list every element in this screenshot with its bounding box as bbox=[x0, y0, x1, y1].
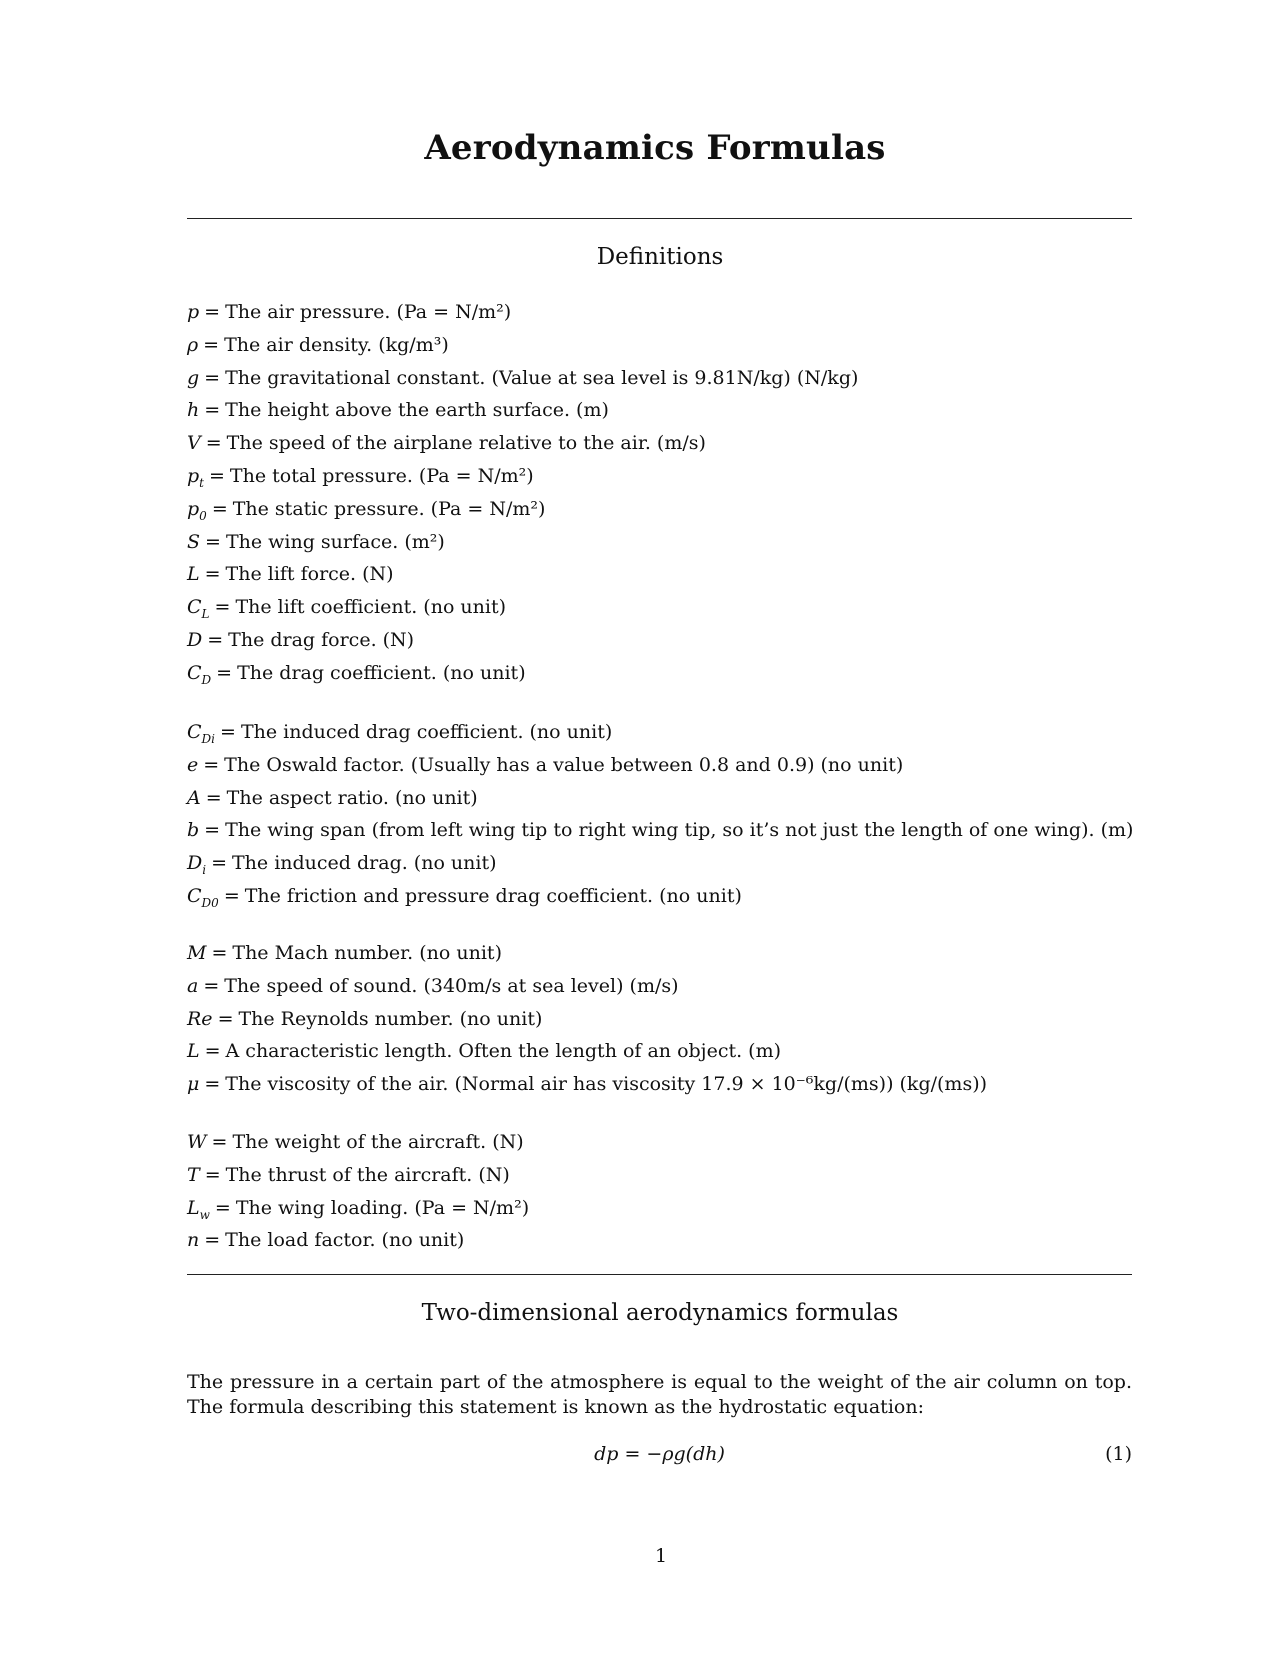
equals-sign: = bbox=[203, 753, 220, 776]
symbol-subscript: i bbox=[202, 862, 207, 877]
definition-symbol bbox=[187, 367, 199, 389]
page-title: Aerodynamics Formulas bbox=[424, 128, 886, 168]
equals-sign: = bbox=[205, 530, 221, 553]
definition-row bbox=[187, 1072, 987, 1096]
two-dim-heading: Two-dimensional aerodynamics formulas bbox=[421, 1300, 899, 1326]
equals-sign: = bbox=[204, 819, 221, 842]
definition-row bbox=[187, 628, 414, 652]
definition-symbol bbox=[187, 819, 199, 841]
definition-row bbox=[187, 431, 706, 455]
symbol-main: C bbox=[187, 721, 202, 743]
symbol-main: p bbox=[187, 497, 200, 520]
definition-description: A characteristic length. Often the length of an object. (m) bbox=[225, 1040, 782, 1063]
symbol-subscript: L bbox=[201, 606, 210, 621]
equals-sign: = bbox=[203, 333, 220, 356]
definition-row bbox=[187, 818, 1133, 842]
definition-row bbox=[187, 941, 502, 965]
definition-description: The wing loading. (Pa = N/m²) bbox=[235, 1196, 530, 1219]
definition-description: The aspect ratio. (no unit) bbox=[226, 786, 478, 809]
symbol-main: L bbox=[187, 1040, 200, 1063]
symbol-subscript: D0 bbox=[201, 895, 219, 910]
definition-row bbox=[187, 595, 506, 626]
definition-symbol bbox=[187, 301, 199, 323]
definition-description: The induced drag. (no unit) bbox=[232, 852, 497, 875]
symbol-main: μ bbox=[187, 1073, 200, 1096]
definition-row bbox=[187, 530, 445, 554]
symbol-main: n bbox=[187, 1229, 200, 1252]
definition-description: The static pressure. (Pa = N/m²) bbox=[232, 497, 546, 520]
symbol-main: L bbox=[187, 563, 200, 586]
definition-row bbox=[187, 497, 545, 528]
definition-symbol bbox=[187, 1196, 210, 1222]
definition-symbol bbox=[187, 885, 219, 910]
definition-description: The total pressure. (Pa = N/m²) bbox=[229, 465, 534, 487]
definition-symbol bbox=[187, 497, 207, 523]
definition-symbol bbox=[187, 661, 212, 687]
symbol-main: D bbox=[187, 629, 203, 651]
equation-number: (1) bbox=[1105, 1443, 1132, 1465]
equals-sign: = bbox=[204, 1163, 221, 1186]
symbol-main: C bbox=[187, 661, 202, 684]
equals-sign: = bbox=[204, 399, 221, 422]
definition-symbol bbox=[187, 432, 201, 454]
equals-sign: = bbox=[214, 596, 231, 619]
symbol-subscript: D bbox=[201, 672, 212, 687]
symbol-main: W bbox=[187, 1131, 207, 1153]
definition-row bbox=[187, 333, 449, 357]
equals-sign: = bbox=[217, 1007, 234, 1030]
symbol-main: C bbox=[187, 885, 202, 907]
definition-symbol bbox=[187, 1131, 207, 1153]
definition-description: The wing surface. (m²) bbox=[225, 530, 445, 553]
definition-symbol bbox=[187, 563, 200, 585]
symbol-main: Re bbox=[187, 1007, 213, 1030]
equals-sign: = bbox=[203, 974, 220, 997]
symbol-subscript: t bbox=[199, 475, 204, 490]
equals-sign: = bbox=[220, 721, 236, 743]
definition-description: The Mach number. (no unit) bbox=[232, 942, 502, 964]
equation-formula: dp = −ρg(dh) bbox=[594, 1443, 725, 1465]
definition-description: The air density. (kg/m³) bbox=[224, 333, 449, 356]
definition-row bbox=[187, 851, 497, 882]
definition-description: The gravitational constant. (Value at sea level is 9.81N/kg) (N/kg) bbox=[225, 366, 859, 389]
definition-row bbox=[187, 753, 903, 777]
definition-symbol bbox=[187, 629, 202, 651]
definition-symbol bbox=[187, 975, 198, 997]
definition-description: The height above the earth surface. (m) bbox=[225, 399, 609, 422]
symbol-main: ρ bbox=[187, 333, 199, 356]
equals-sign: = bbox=[216, 661, 233, 684]
definition-symbol bbox=[187, 1164, 200, 1186]
definition-row bbox=[187, 884, 742, 915]
equals-sign: = bbox=[204, 1040, 221, 1063]
definition-symbol bbox=[187, 1040, 200, 1062]
definition-row bbox=[187, 562, 394, 586]
definition-symbol bbox=[187, 754, 198, 776]
symbol-main: C bbox=[187, 596, 202, 619]
definition-description: The lift coefficient. (no unit) bbox=[235, 596, 507, 619]
symbol-main: h bbox=[187, 399, 200, 422]
definition-description: The drag force. (N) bbox=[228, 629, 415, 651]
definition-row bbox=[187, 1228, 464, 1252]
symbol-subscript: 0 bbox=[199, 508, 207, 523]
symbol-main: M bbox=[187, 942, 207, 964]
equals-sign: = bbox=[211, 852, 227, 875]
definition-symbol bbox=[187, 596, 210, 621]
symbol-main: D bbox=[187, 852, 203, 875]
definition-description: The viscosity of the air. (Normal air has viscosity 17.9 × 10⁻⁶kg/(ms)) (kg/(ms)) bbox=[225, 1073, 988, 1096]
definition-symbol bbox=[187, 1008, 213, 1030]
hydrostatic-paragraph: The pressure in a certain part of the atmosphere is equal to the weight of the air column on top. The formula describing this statement is known as the hydrostatic equation: bbox=[187, 1371, 1132, 1418]
definition-row bbox=[187, 366, 858, 390]
definition-row bbox=[187, 974, 679, 998]
symbol-main: A bbox=[187, 786, 201, 809]
definition-symbol bbox=[187, 787, 201, 809]
symbol-main: p bbox=[187, 465, 200, 487]
equals-sign: = bbox=[205, 786, 222, 809]
symbol-main: T bbox=[187, 1163, 200, 1186]
symbol-main: L bbox=[187, 1196, 200, 1219]
equals-sign: = bbox=[209, 465, 225, 487]
definition-row bbox=[187, 1007, 542, 1031]
definition-description: The drag coefficient. (no unit) bbox=[237, 661, 526, 684]
symbol-main: b bbox=[187, 819, 200, 842]
definition-description: The speed of the airplane relative to the air. (m/s) bbox=[226, 432, 706, 455]
equals-sign: = bbox=[204, 1229, 221, 1252]
definition-row bbox=[187, 398, 609, 422]
symbol-main: a bbox=[187, 974, 199, 997]
symbol-main: g bbox=[187, 366, 200, 389]
definition-symbol bbox=[187, 334, 198, 356]
definition-description: The friction and pressure drag coefficient. (no unit) bbox=[244, 885, 742, 907]
definitions-heading: Definitions bbox=[596, 244, 724, 270]
definition-row bbox=[187, 1196, 529, 1227]
definition-description: The induced drag coefficient. (no unit) bbox=[240, 721, 613, 743]
symbol-main: p bbox=[187, 301, 200, 323]
definition-row bbox=[187, 1163, 510, 1187]
definition-row bbox=[187, 1130, 524, 1154]
symbol-main: V bbox=[187, 432, 201, 455]
definition-row bbox=[187, 464, 534, 495]
equals-sign: = bbox=[207, 629, 224, 651]
equals-sign: = bbox=[211, 1131, 228, 1153]
definition-row bbox=[187, 1039, 781, 1063]
definition-description: The thrust of the aircraft. (N) bbox=[225, 1163, 510, 1186]
equals-sign: = bbox=[204, 1073, 221, 1096]
definition-row bbox=[187, 786, 478, 810]
definition-symbol bbox=[187, 1229, 199, 1251]
definition-symbol bbox=[187, 1073, 199, 1095]
definition-row bbox=[187, 300, 511, 324]
symbol-subscript: w bbox=[199, 1207, 210, 1222]
definition-description: The weight of the aircraft. (N) bbox=[232, 1131, 524, 1153]
equals-sign: = bbox=[205, 432, 222, 455]
definition-description: The load factor. (no unit) bbox=[225, 1229, 465, 1252]
symbol-main: S bbox=[187, 530, 201, 553]
definition-description: The lift force. (N) bbox=[225, 563, 394, 586]
equals-sign: = bbox=[223, 885, 240, 907]
equals-sign: = bbox=[204, 563, 221, 586]
definition-symbol bbox=[187, 942, 206, 964]
top-rule bbox=[187, 218, 1132, 219]
definition-description: The Reynolds number. (no unit) bbox=[238, 1007, 543, 1030]
definition-symbol bbox=[187, 399, 199, 421]
definition-description: The air pressure. (Pa = N/m²) bbox=[225, 301, 512, 323]
definition-description: The Oswald factor. (Usually has a value between 0.8 and 0.9) (no unit) bbox=[224, 753, 904, 776]
definition-symbol bbox=[187, 721, 216, 746]
symbol-main: e bbox=[187, 753, 199, 776]
definition-symbol bbox=[187, 465, 204, 490]
equals-sign: = bbox=[211, 942, 228, 964]
equals-sign: = bbox=[204, 366, 221, 389]
definition-row bbox=[187, 720, 612, 751]
definition-symbol bbox=[187, 531, 200, 553]
symbol-subscript: Di bbox=[201, 731, 216, 746]
definition-description: The wing span (from left wing tip to right wing tip, so it’s not just the length of one wing). (m) bbox=[225, 819, 1134, 842]
equals-sign: = bbox=[214, 1196, 231, 1219]
equals-sign: = bbox=[211, 497, 228, 520]
definition-description: The speed of sound. (340m/s at sea level) (m/s) bbox=[224, 974, 679, 997]
middle-rule bbox=[187, 1274, 1132, 1275]
definition-row bbox=[187, 661, 526, 692]
equals-sign: = bbox=[204, 301, 221, 323]
page-number: 1 bbox=[654, 1545, 668, 1567]
hydrostatic-equation bbox=[187, 1441, 1132, 1467]
definition-symbol bbox=[187, 852, 207, 877]
